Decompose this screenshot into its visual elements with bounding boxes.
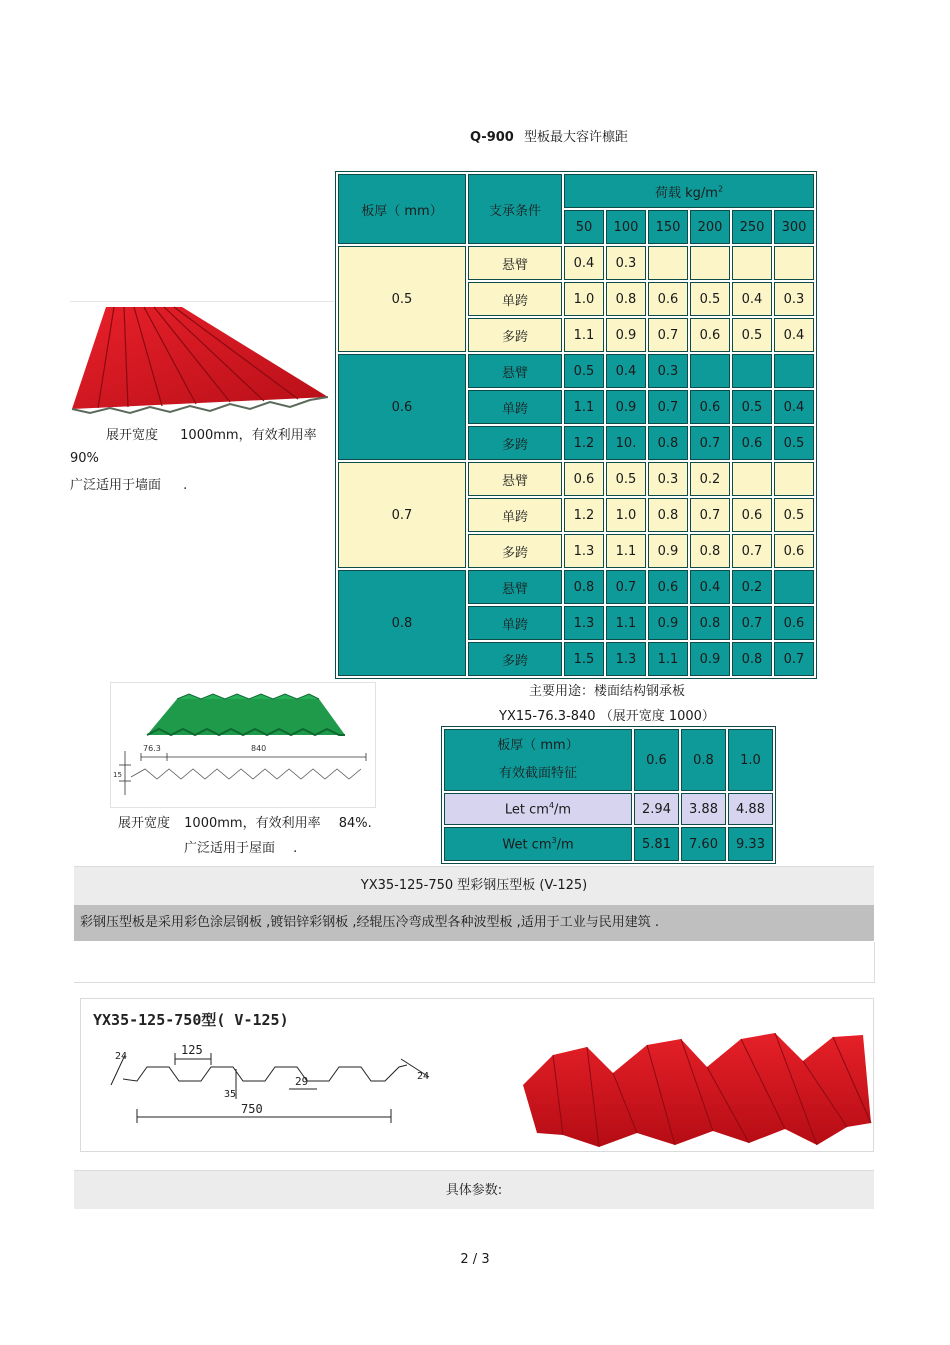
yx15-thickness-2: 1.0	[728, 729, 773, 791]
span-value-cell: 0.6	[774, 606, 814, 640]
support-cell: 单跨	[468, 606, 562, 640]
thickness-cell: 0.7	[338, 462, 466, 568]
yx15-wet-2: 9.33	[728, 827, 773, 861]
load-header-5: 300	[774, 210, 814, 244]
thickness-cell: 0.8	[338, 570, 466, 676]
dim-76-3: 76.3	[143, 744, 161, 753]
yx15-let-1: 3.88	[681, 793, 726, 825]
span-value-cell: 0.5	[732, 318, 772, 352]
span-value-cell: 0.4	[774, 318, 814, 352]
span-value-cell	[774, 570, 814, 604]
span-value-cell	[690, 354, 730, 388]
span-value-cell: 0.4	[774, 390, 814, 424]
span-value-cell: 1.1	[606, 606, 646, 640]
span-value-cell: 0.6	[690, 390, 730, 424]
span-value-cell: 1.1	[564, 390, 604, 424]
header-load-sup: 2	[717, 184, 724, 194]
yx15-let-label	[444, 793, 632, 825]
span-value-cell: 0.7	[648, 318, 688, 352]
span-value-cell: 0.5	[774, 426, 814, 460]
support-cell: 单跨	[468, 498, 562, 532]
span-value-cell: 0.3	[648, 354, 688, 388]
yx15-wet-label	[444, 827, 632, 861]
yx15-section-table	[442, 727, 775, 863]
span-value-cell: 0.5	[732, 390, 772, 424]
span-value-cell: 0.4	[606, 354, 646, 388]
wall-note-line3	[70, 474, 187, 493]
header-load-text: 荷载 kg/m	[654, 185, 718, 201]
span-value-cell: 0.9	[606, 318, 646, 352]
dim-15: 15	[113, 771, 122, 779]
roof-note-usage: 广泛适用于屋面	[184, 841, 276, 856]
span-value-cell	[774, 354, 814, 388]
yx35-diagram-title: YX35-125-750型( V-125)	[93, 1011, 289, 1029]
span-value-cell: 0.8	[732, 642, 772, 676]
q900-title	[470, 126, 628, 145]
yx35-title: YX35-125-750 型彩钢压型板 (V-125)	[360, 878, 588, 893]
span-value-cell: 1.1	[648, 642, 688, 676]
yx15-let-0: 2.94	[634, 793, 679, 825]
span-value-cell: 0.3	[774, 282, 814, 316]
span-value-cell: 0.8	[564, 570, 604, 604]
dim-750: 750	[241, 1102, 263, 1116]
page-number: 2 / 3	[460, 1252, 490, 1267]
span-value-cell: 0.9	[648, 534, 688, 568]
span-value-cell: 1.2	[564, 498, 604, 532]
span-value-cell: 0.8	[690, 606, 730, 640]
span-value-cell: 0.3	[648, 462, 688, 496]
span-value-cell	[732, 246, 772, 280]
wall-note-usage: 广泛适用于墙面	[70, 478, 162, 493]
roof-note-line1	[118, 812, 372, 831]
yx35-description-bar	[74, 905, 874, 941]
span-value-cell: 0.9	[606, 390, 646, 424]
span-value-cell: 0.7	[732, 534, 772, 568]
green-roof-panel-image	[111, 683, 375, 807]
let-label-sup: 4	[548, 800, 555, 810]
span-value-cell: 1.0	[564, 282, 604, 316]
wet-label-sup: 3	[551, 835, 557, 845]
span-value-cell	[732, 354, 772, 388]
support-cell: 多跨	[468, 426, 562, 460]
roof-note-line2	[184, 837, 297, 856]
span-value-cell: 1.5	[564, 642, 604, 676]
roof-note-width-label: 展开宽度	[118, 816, 171, 831]
span-value-cell: 0.8	[648, 498, 688, 532]
span-value-cell: 0.8	[648, 426, 688, 460]
roof-note-width-value: 1000mm，有效利用率	[184, 816, 321, 831]
span-value-cell	[774, 462, 814, 496]
span-value-cell	[732, 462, 772, 496]
support-cell: 悬臂	[468, 246, 562, 280]
green-panel-figure	[110, 682, 376, 808]
span-value-cell: 1.3	[606, 642, 646, 676]
load-header-4: 250	[732, 210, 772, 244]
dim-125: 125	[181, 1043, 203, 1057]
span-value-cell: 0.7	[732, 606, 772, 640]
span-value-cell: 0.6	[648, 570, 688, 604]
support-cell: 多跨	[468, 318, 562, 352]
span-value-cell: 0.6	[774, 534, 814, 568]
span-value-cell: 0.5	[774, 498, 814, 532]
red-wall-panel-image	[70, 305, 332, 417]
wet-label-unit: /m	[556, 837, 574, 853]
support-cell: 多跨	[468, 642, 562, 676]
image-top-line	[70, 301, 334, 302]
span-value-cell: 0.2	[690, 462, 730, 496]
support-cell: 悬臂	[468, 570, 562, 604]
span-value-cell: 0.4	[690, 570, 730, 604]
yx15-header	[444, 729, 632, 791]
span-value-cell: 0.7	[690, 498, 730, 532]
span-value-cell: 1.2	[564, 426, 604, 460]
roof-note-dot: .	[293, 841, 298, 856]
span-value-cell: 1.0	[606, 498, 646, 532]
yx15-wet-0: 5.81	[634, 827, 679, 861]
span-value-cell: 0.5	[564, 354, 604, 388]
span-value-cell: 0.6	[732, 498, 772, 532]
span-value-cell: 0.6	[564, 462, 604, 496]
span-value-cell: 0.3	[606, 246, 646, 280]
wall-note-width-value: 1000mm，有效利用率	[180, 428, 317, 443]
span-value-cell: 0.4	[732, 282, 772, 316]
yx15-header-section: 有效截面特征	[498, 766, 577, 781]
support-cell: 多跨	[468, 534, 562, 568]
q900-span-table	[336, 172, 816, 678]
empty-row	[74, 942, 875, 983]
dim-24-right: 24	[417, 1071, 430, 1082]
yx35-title-bar	[74, 866, 874, 905]
span-value-cell: 0.9	[648, 606, 688, 640]
params-label: 具体参数:	[445, 1183, 503, 1198]
span-value-cell: 0.6	[732, 426, 772, 460]
span-value-cell	[774, 246, 814, 280]
span-value-cell: 0.6	[690, 318, 730, 352]
q900-title-bold: Q-900	[470, 130, 514, 145]
support-cell: 悬臂	[468, 354, 562, 388]
span-value-cell: 0.5	[690, 282, 730, 316]
load-header-1: 100	[606, 210, 646, 244]
load-header-3: 200	[690, 210, 730, 244]
dim-29: 29	[295, 1075, 309, 1088]
span-value-cell: 0.5	[606, 462, 646, 496]
span-value-cell: 0.7	[648, 390, 688, 424]
yx15-header-thickness: 板厚（ mm）	[497, 738, 579, 753]
span-value-cell: 10.	[606, 426, 646, 460]
table-row	[338, 570, 814, 604]
wall-note-line2: 90%	[70, 451, 99, 466]
load-header-2: 150	[648, 210, 688, 244]
span-value-cell: 0.7	[690, 426, 730, 460]
table-row	[338, 246, 814, 280]
q900-title-rest: 型板最大容许檩距	[523, 130, 628, 145]
yx15-thickness-0: 0.6	[634, 729, 679, 791]
support-cell: 单跨	[468, 282, 562, 316]
span-value-cell: 1.3	[564, 606, 604, 640]
span-value-cell: 0.9	[690, 642, 730, 676]
roof-note-ratio: 84%.	[338, 816, 372, 831]
yx15-wet-1: 7.60	[681, 827, 726, 861]
span-value-cell: 0.7	[774, 642, 814, 676]
header-thickness: 板厚（ mm）	[338, 174, 466, 244]
yx15-usage: 主要用途：楼面结构钢承板	[528, 684, 685, 699]
yx15-let-2: 4.88	[728, 793, 773, 825]
wall-note-width-label: 展开宽度	[106, 428, 159, 443]
span-value-cell: 0.8	[690, 534, 730, 568]
support-cell: 单跨	[468, 390, 562, 424]
wall-note-dot: .	[183, 478, 188, 493]
yx35-figure	[80, 998, 874, 1152]
support-cell: 悬臂	[468, 462, 562, 496]
yx35-description: 彩钢压型板是采用彩色涂层钢板 ,镀铝锌彩钢板 ,经辊压冷弯成型各种波型板 ,适用于工业与民用建筑 .	[80, 915, 660, 930]
span-value-cell: 0.8	[606, 282, 646, 316]
span-value-cell: 1.1	[606, 534, 646, 568]
span-value-cell	[648, 246, 688, 280]
let-label-text: Let cm	[504, 802, 549, 818]
params-bar	[74, 1170, 874, 1209]
table-row	[338, 462, 814, 496]
load-header-0: 50	[564, 210, 604, 244]
span-value-cell: 1.3	[564, 534, 604, 568]
let-label-unit: /m	[554, 802, 572, 818]
red-v125-panel-image	[517, 1025, 873, 1151]
header-load	[564, 174, 814, 208]
span-value-cell: 0.4	[564, 246, 604, 280]
thickness-cell: 0.6	[338, 354, 466, 460]
span-value-cell: 0.6	[648, 282, 688, 316]
dim-35: 35	[224, 1089, 237, 1100]
table-row	[338, 354, 814, 388]
span-value-cell: 0.7	[606, 570, 646, 604]
span-value-cell	[690, 246, 730, 280]
yx15-thickness-1: 0.8	[681, 729, 726, 791]
dim-840: 840	[251, 744, 267, 753]
header-support: 支承条件	[468, 174, 562, 244]
wet-label-text: Wet cm	[502, 837, 552, 853]
wall-note-line1	[106, 424, 317, 443]
dim-24-left: 24	[115, 1051, 128, 1062]
span-value-cell: 0.2	[732, 570, 772, 604]
yx15-title: YX15-76.3-840 （展开宽度 1000）	[499, 709, 715, 724]
span-value-cell: 1.1	[564, 318, 604, 352]
thickness-cell: 0.5	[338, 246, 466, 352]
